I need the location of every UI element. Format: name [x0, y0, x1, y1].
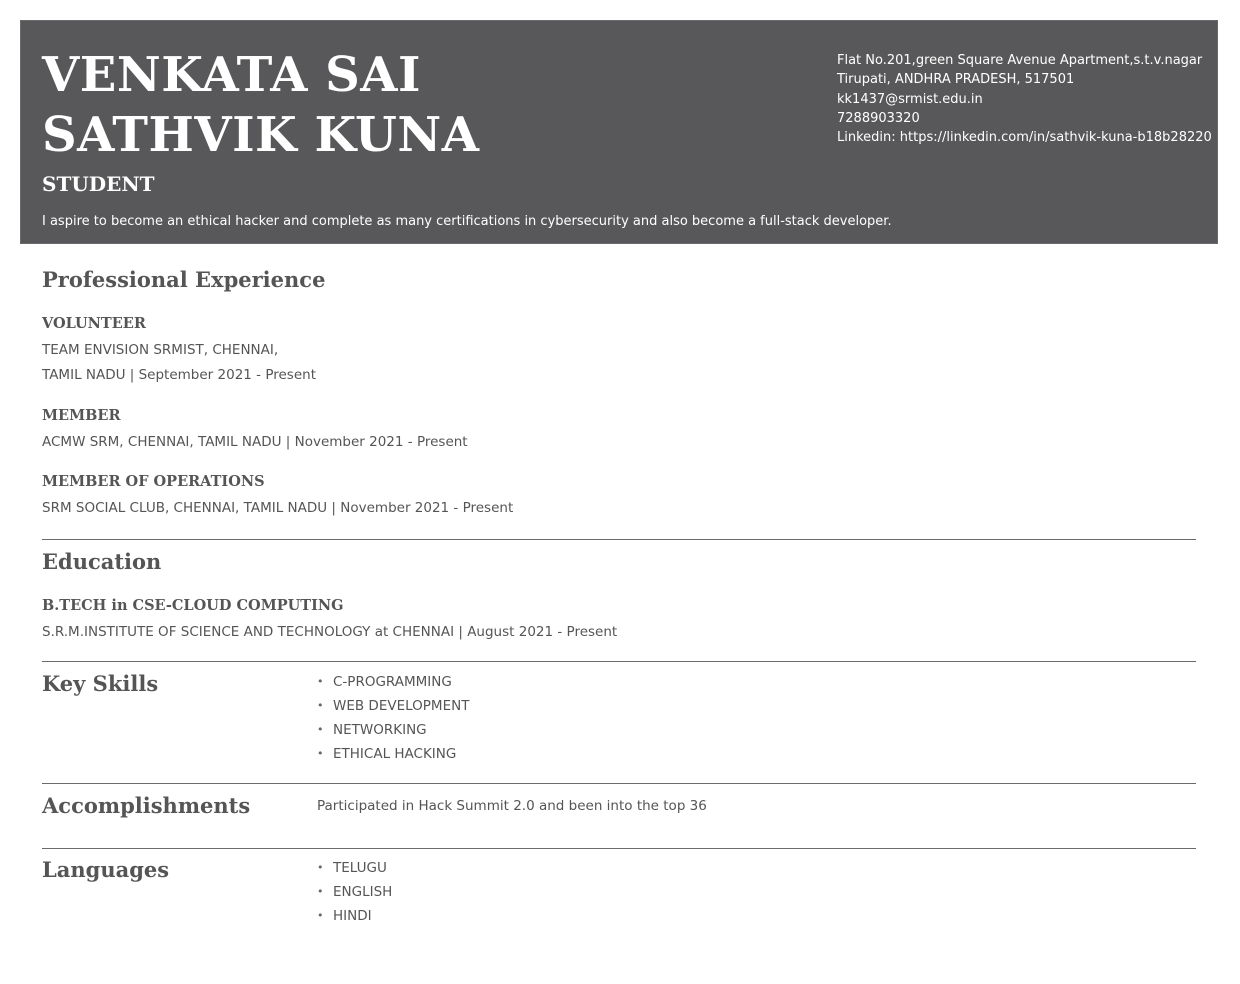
resume-header [20, 20, 1218, 244]
list-item: • HINDI [317, 906, 392, 930]
job-title: MEMBER OF OPERATIONS [42, 473, 265, 490]
address-line-1: Flat No.201,green Square Avenue Apartment,s.t.v.nagar [837, 53, 1203, 68]
email-text: kk1437@srmist.edu.in [837, 91, 983, 107]
list-item: • C-PROGRAMMING [317, 672, 469, 696]
address-line-2: Tirupati, ANDHRA PRADESH, 517501 [837, 72, 1075, 88]
job-title: VOLUNTEER [42, 315, 146, 332]
experience-heading: Professional Experience [42, 267, 326, 292]
section-divider [42, 848, 1196, 849]
candidate-name: VENKATA SAI SATHVIK KUNA [42, 47, 480, 163]
job-detail: TEAM ENVISION SRMIST, CHENNAI, [42, 342, 279, 358]
list-item: • ENGLISH [317, 882, 392, 906]
contact-block [837, 51, 1212, 147]
accomplishments-heading: Accomplishments [42, 793, 251, 818]
job-detail: SRM SOCIAL CLUB, CHENNAI, TAMIL NADU | November 2021 - Present [42, 500, 514, 516]
list-item: • NETWORKING [317, 720, 469, 744]
list-item: • ETHICAL HACKING [317, 744, 469, 768]
list-item: • WEB DEVELOPMENT [317, 696, 469, 720]
education-heading: Education [42, 549, 162, 574]
job-detail: TAMIL NADU | September 2021 - Present [42, 367, 316, 383]
section-divider [42, 539, 1196, 540]
degree-title: B.TECH in CSE-CLOUD COMPUTING [42, 597, 344, 614]
school-detail: S.R.M.INSTITUTE OF SCIENCE AND TECHNOLOGY at CHENNAI | August 2021 - Present [42, 624, 618, 640]
job-detail: ACMW SRM, CHENNAI, TAMIL NADU | November 2021 - Present [42, 434, 468, 450]
skills-list [317, 672, 469, 768]
linkedin-text: Linkedin: https://linkedin.com/in/sathvik-kuna-b18b28220 [837, 130, 1212, 146]
accomplishments-text: Participated in Hack Summit 2.0 and been into the top 36 [317, 798, 707, 814]
candidate-role: STUDENT [42, 172, 155, 196]
languages-list [317, 858, 392, 930]
section-divider [42, 783, 1196, 784]
phone-text: 7288903320 [837, 110, 920, 126]
section-divider [42, 661, 1196, 662]
job-title: MEMBER [42, 407, 121, 424]
list-item: • TELUGU [317, 858, 392, 882]
skills-heading: Key Skills [42, 671, 159, 696]
career-summary: I aspire to become an ethical hacker and complete as many certifications in cybersecurity and also become a full-stack developer. [42, 214, 892, 229]
languages-heading: Languages [42, 857, 170, 882]
